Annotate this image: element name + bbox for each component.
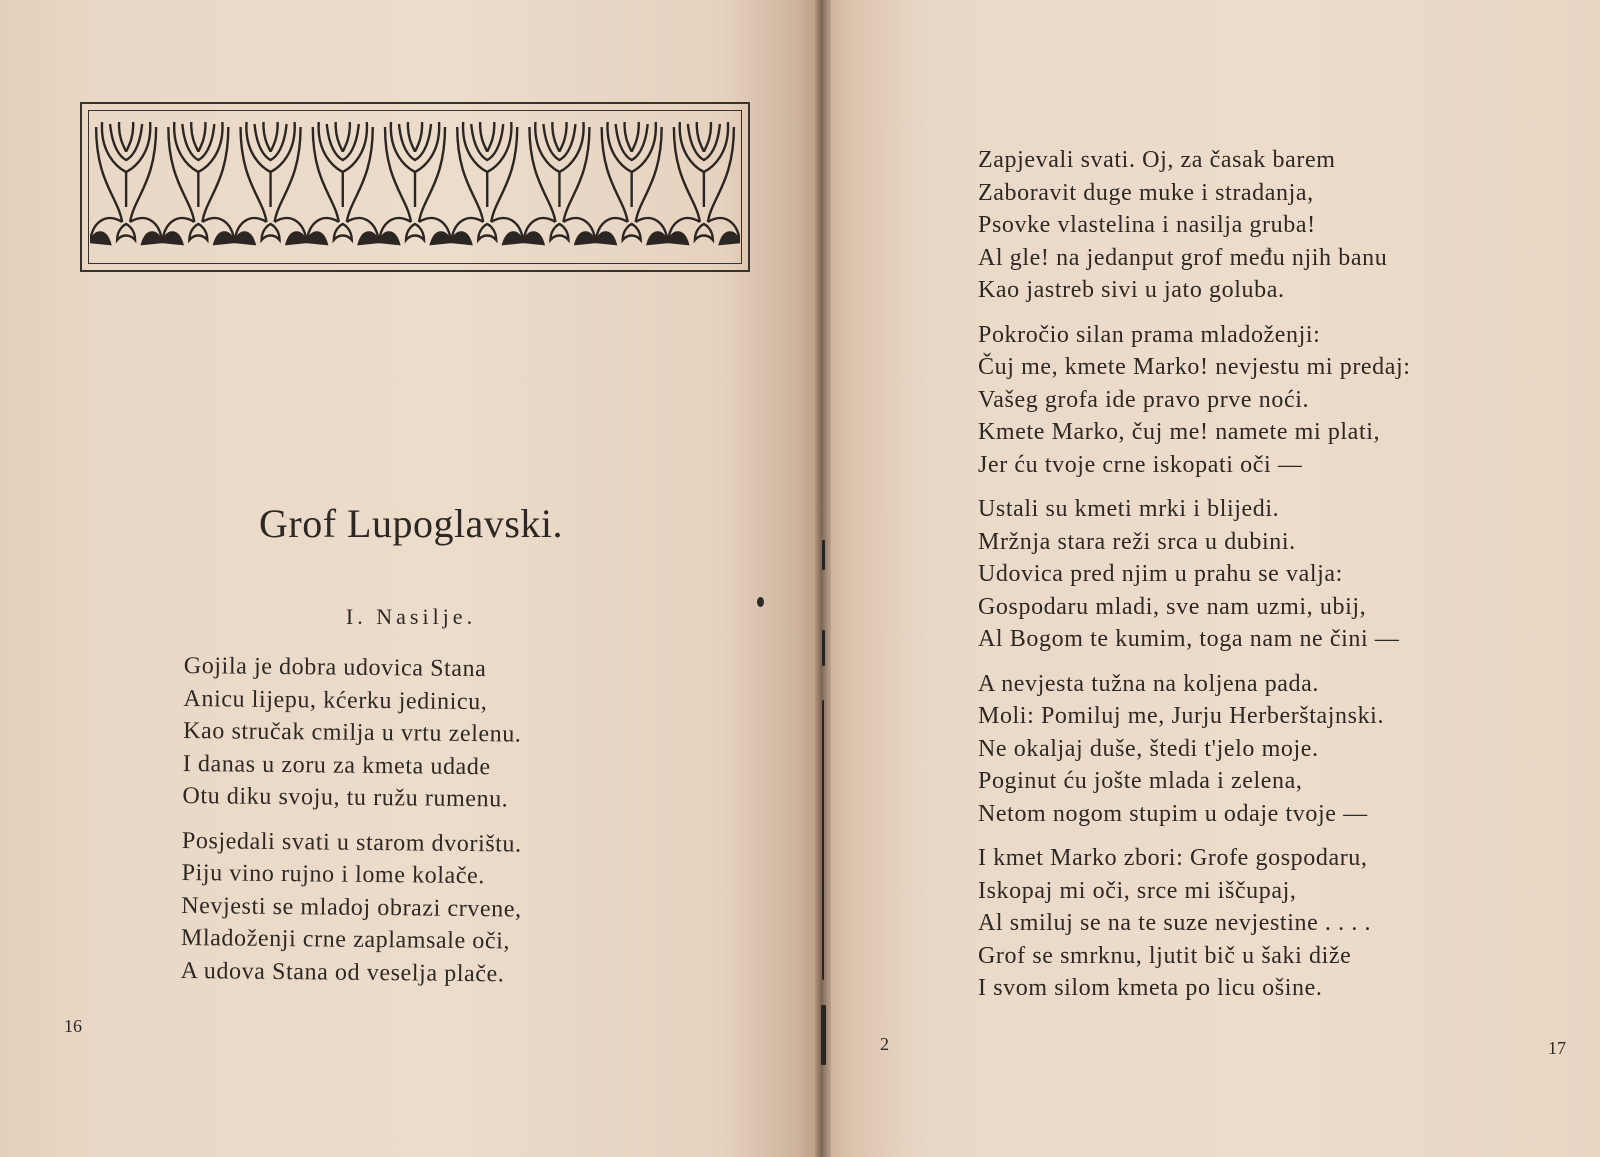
tulip-motif: [162, 122, 234, 244]
stanza: [978, 493, 1411, 656]
verse-line: Jer ću tvoje crne iskopati oči —: [978, 451, 1303, 478]
verse-line: Vašeg grofa ide pravo prve noći.: [978, 386, 1310, 413]
verse-line: Moli: Pomiluj me, Jurju Herberštajnski.: [978, 703, 1385, 729]
verse-line: Al Bogom te kumim, toga nam ne čini —: [978, 626, 1400, 652]
verse-line: Ustali su kmeti mrki i blijedi.: [978, 496, 1280, 522]
verse-line: Ne okaljaj duše, štedi t'jelo moje.: [978, 735, 1319, 762]
tulip-motif: [523, 122, 595, 244]
verse-line: A udova Stana od veselja plače.: [180, 957, 505, 987]
verse-line: Kmete Marko, čuj me! namete mi plati,: [978, 419, 1381, 445]
stanza: [978, 842, 1411, 1005]
stanza: [180, 824, 522, 990]
binding-stitch: [822, 540, 825, 570]
signature-mark: 2: [880, 1034, 889, 1054]
tulip-motif: [451, 122, 523, 244]
verse-line: Mladoženji crne zaplamsale oči,: [180, 924, 511, 955]
section-heading: I. Nasilje.: [345, 604, 477, 629]
verse-line: Netom nogom stupim u odaje tvoje —: [978, 800, 1368, 827]
verse-line: Nevjesti se mladoj obrazi crvene,: [181, 892, 522, 923]
tulip-motif: [379, 122, 451, 244]
tulip-motif: [668, 122, 740, 244]
verse-line: Iskopaj mi oči, srce mi iščupaj,: [978, 877, 1297, 904]
verse-line: Anicu lijepu, kćerku jedinicu,: [183, 685, 488, 715]
verse-line: Otu diku svoju, tu ružu rumenu.: [182, 782, 509, 813]
poem-title: Grof Lupoglavski.: [258, 501, 563, 546]
verse-line: Gospodaru mladi, sve nam uzmi, ubij,: [978, 593, 1367, 620]
verse-line: Zaboravit duge muke i stradanja,: [978, 179, 1314, 206]
decorative-headpiece: [80, 102, 750, 272]
stanza: [978, 319, 1411, 482]
verse-line: Udovica pred njim u prahu se valja:: [978, 561, 1343, 587]
verse-line: Al smiluj se na te suze nevjestine . . . .: [978, 910, 1372, 936]
verse-line: Čuj me, kmete Marko! nevjestu mi predaj:: [978, 354, 1411, 380]
verse-line: Al gle! na jedanput grof među njih banu: [978, 244, 1388, 271]
stanza: [182, 650, 524, 816]
tulip-motif: [596, 122, 668, 244]
stanza: [978, 668, 1411, 831]
verse-line: Zapjevali svati. Oj, za časak barem: [978, 147, 1336, 173]
verse-line: Piju vino rujno i lome kolače.: [181, 859, 486, 890]
verse-line: Gojila je dobra udovica Stana: [183, 652, 487, 683]
page-number-left: 16: [64, 1016, 82, 1036]
tulip-ornament-icon: [90, 112, 740, 262]
right-poem-text: [978, 144, 1411, 1017]
verse-line: Poginut ću jošte mlada i zelena,: [978, 768, 1303, 794]
stanza: [978, 144, 1411, 307]
verse-line: Kao jastreb sivi u jato goluba.: [978, 277, 1285, 303]
right-page: [822, 0, 1600, 1157]
verse-line: Kao stručak cmilja u vrtu zelenu.: [183, 717, 522, 748]
verse-line: I danas u zoru za kmeta udade: [182, 750, 491, 780]
verse-line: I kmet Marko zbori: Grofe gospodaru,: [978, 845, 1368, 871]
verse-line: Posjedali svati u starom dvorištu.: [181, 827, 522, 858]
verse-line: Grof se smrknu, ljutit bič u šaki diže: [978, 942, 1352, 969]
verse-line: Mržnja stara reži srca u dubini.: [978, 528, 1296, 555]
verse-line: I svom silom kmeta po licu ošine.: [978, 975, 1323, 1001]
book-gutter: [815, 0, 831, 1157]
ink-speck: [757, 597, 764, 607]
page-number-right: 17: [1548, 1038, 1566, 1058]
verse-line: A nevjesta tužna na koljena pada.: [978, 670, 1320, 697]
binding-stitch: [822, 700, 824, 980]
tulip-motif: [307, 122, 379, 244]
binding-stitch: [821, 1005, 826, 1065]
binding-stitch: [822, 630, 825, 666]
verse-line: Psovke vlastelina i nasilja gruba!: [978, 212, 1316, 238]
left-poem-text: [180, 650, 524, 1003]
verse-line: Pokročio silan prama mladoženji:: [978, 321, 1321, 348]
tulip-motif: [90, 122, 162, 244]
tulip-motif: [235, 122, 307, 244]
